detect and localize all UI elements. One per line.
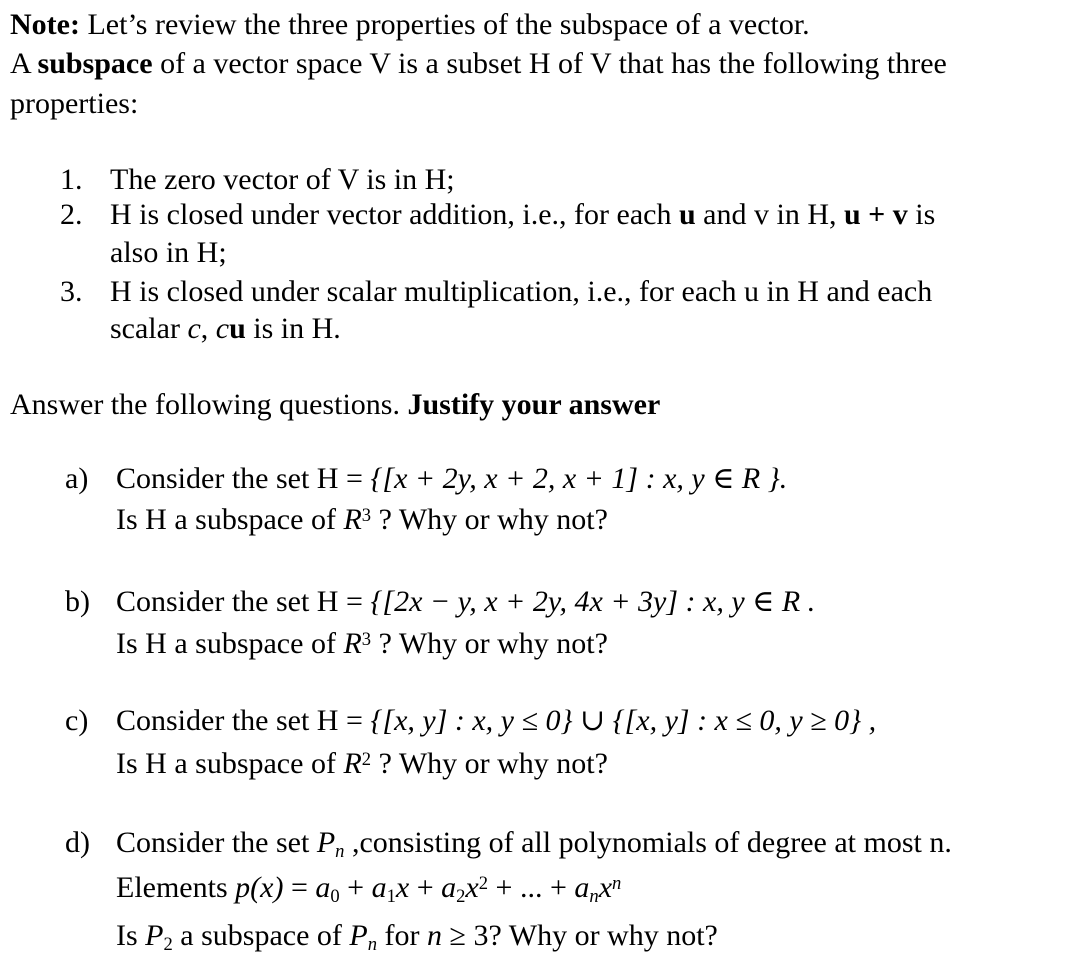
vector-u-mult: u bbox=[229, 312, 246, 345]
question-d-line1 bbox=[116, 826, 952, 863]
condition-ge: ≥ 3? bbox=[442, 919, 502, 952]
question-d-P: P bbox=[316, 826, 336, 859]
subspace-term: subspace bbox=[37, 47, 153, 80]
question-b-ask: Is H a subspace of bbox=[116, 627, 344, 660]
scalar-c-mult: c bbox=[215, 312, 230, 345]
question-d-line3 bbox=[116, 919, 718, 956]
property-2-cont: also in H; bbox=[110, 236, 227, 269]
answer-instruction bbox=[10, 390, 660, 420]
question-b-set: {[2x − y, x + 2y, 4x + 3y] : x, y ∈ R . bbox=[370, 585, 816, 618]
polynomial-p: p(x) bbox=[235, 871, 284, 904]
justify-bold: Justify your answer bbox=[407, 388, 661, 421]
definition-line bbox=[10, 49, 947, 79]
property-2-text bbox=[110, 200, 935, 230]
question-a-line1 bbox=[116, 464, 787, 494]
P2: P bbox=[145, 919, 164, 952]
property-3-cont-a: scalar bbox=[110, 312, 188, 345]
question-a-set: {[x + 2y, x + 2, x + 1] : x, y ∈ R }. bbox=[370, 462, 788, 495]
property-2-text-c: is bbox=[907, 198, 936, 231]
note-text: Let’s review the three properties of the subspace of a vector. bbox=[79, 8, 810, 41]
question-a-line2 bbox=[116, 505, 608, 535]
property-2-text-a: H is closed under vector addition, i.e., for each bbox=[110, 198, 679, 231]
question-c-set: {[x, y] : x, y ≤ 0} ∪ {[x, y] : x ≤ 0, y ≥ 0} , bbox=[370, 704, 877, 737]
coef-a0-sub: 0 bbox=[330, 886, 340, 908]
question-c-ask: Is H a subspace of bbox=[116, 747, 344, 780]
property-1-marker: 1. bbox=[60, 163, 83, 196]
question-d-n: n bbox=[335, 841, 345, 863]
Pn: P bbox=[349, 919, 368, 952]
property-3-comma: , bbox=[200, 312, 216, 345]
property-2-marker: 2. bbox=[60, 198, 83, 231]
question-d-marker: d) bbox=[65, 826, 90, 859]
property-2-text-b: and v in H, bbox=[695, 198, 844, 231]
property-3-marker: 3. bbox=[60, 275, 83, 308]
coef-a0: a bbox=[315, 871, 331, 904]
question-a-why: ? Why or why not? bbox=[371, 503, 608, 536]
question-a-space: R bbox=[343, 503, 362, 536]
subspace-of-text: a subspace of bbox=[172, 919, 350, 952]
definition-text-end: of a vector space V is a subset H of V that has the following three bbox=[152, 47, 947, 80]
vector-u: u bbox=[678, 198, 696, 231]
is-text: Is bbox=[116, 919, 146, 952]
coef-an-sub: n bbox=[589, 886, 599, 908]
vector-sum: u + v bbox=[844, 198, 908, 231]
question-a-text: Consider the set H = bbox=[116, 462, 371, 495]
var-xn: x bbox=[598, 871, 613, 904]
property-3-cont-end: is in H. bbox=[245, 312, 341, 345]
question-a-ask: Is H a subspace of bbox=[116, 503, 344, 536]
question-c-marker: c) bbox=[65, 704, 89, 737]
question-b-exponent: 3 bbox=[361, 628, 372, 650]
question-c-line2 bbox=[116, 749, 608, 779]
ellipsis-plus: + ... + bbox=[488, 871, 575, 904]
P2-sub: 2 bbox=[163, 934, 173, 956]
var-x2: x bbox=[465, 871, 479, 904]
coef-a2-sub: 2 bbox=[456, 886, 466, 908]
question-c-exponent: 2 bbox=[361, 748, 372, 770]
question-b-why: ? Why or why not? bbox=[371, 627, 608, 660]
question-b-text: Consider the set H = bbox=[116, 585, 371, 618]
coef-a1: a bbox=[371, 871, 387, 904]
coef-an: a bbox=[574, 871, 590, 904]
question-c-text: Consider the set H = bbox=[116, 704, 371, 737]
exp-n: n bbox=[612, 872, 622, 894]
property-1-text: The zero vector of V is in H; bbox=[110, 163, 455, 196]
plus-2: + bbox=[409, 871, 442, 904]
Pn-sub: n bbox=[367, 934, 378, 956]
elements-label: Elements bbox=[116, 871, 236, 904]
for-text: for bbox=[377, 919, 428, 952]
definition-line-cont: properties: bbox=[10, 87, 139, 120]
condition-n: n bbox=[427, 919, 443, 952]
question-c-space: R bbox=[343, 747, 362, 780]
coef-a1-sub: 1 bbox=[386, 886, 396, 908]
question-b-space: R bbox=[343, 627, 362, 660]
question-c-line1 bbox=[116, 706, 876, 736]
question-d-text: Consider the set bbox=[116, 826, 317, 859]
question-c-why: ? Why or why not? bbox=[371, 747, 608, 780]
plus-1: + bbox=[339, 871, 372, 904]
property-3-cont bbox=[110, 314, 341, 344]
question-b-line1 bbox=[116, 587, 815, 617]
question-d-desc: ,consisting of all polynomials of degree at most n. bbox=[344, 826, 952, 859]
scalar-c: c bbox=[187, 312, 201, 345]
coef-a2: a bbox=[441, 871, 457, 904]
exp-2: 2 bbox=[478, 872, 489, 894]
property-3-text: H is closed under scalar multiplication, i.e., for each u in H and each bbox=[110, 275, 933, 308]
definition-text-start: A bbox=[10, 47, 38, 80]
question-a-marker: a) bbox=[65, 462, 89, 495]
note-line bbox=[10, 10, 810, 40]
note-label: Note: bbox=[10, 8, 80, 41]
question-d-why: Why or why not? bbox=[501, 919, 718, 952]
question-b-marker: b) bbox=[65, 585, 90, 618]
answer-text: Answer the following questions. bbox=[10, 388, 408, 421]
question-a-exponent: 3 bbox=[361, 504, 372, 526]
var-x1: x bbox=[395, 871, 410, 904]
question-b-line2 bbox=[116, 629, 608, 659]
question-d-line2 bbox=[116, 871, 622, 908]
equals-sign: = bbox=[283, 871, 316, 904]
